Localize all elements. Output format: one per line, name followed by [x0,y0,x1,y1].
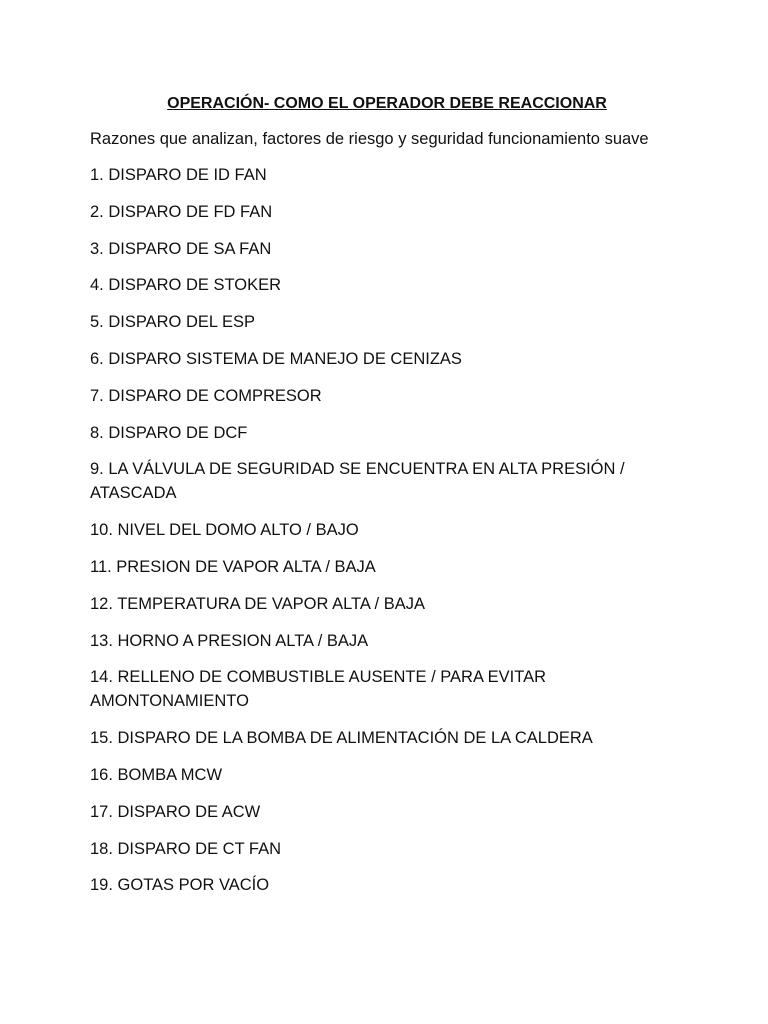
list-item: 15. DISPARO DE LA BOMBA DE ALIMENTACIÓN DE LA CALDERA [90,729,593,748]
list-item: 7. DISPARO DE COMPRESOR [90,386,322,405]
list-item: 9. LA VÁLVULA DE SEGURIDAD SE ENCUENTRA EN ALTA PRESIÓN / ATASCADA [90,460,625,503]
list-item: 11. PRESION DE VAPOR ALTA / BAJA [90,557,376,576]
list-item: 6. DISPARO SISTEMA DE MANEJO DE CENIZAS [90,349,462,368]
list-item: 12. TEMPERATURA DE VAPOR ALTA / BAJA [90,594,425,613]
item-list [90,163,680,897]
list-item: 2. DISPARO DE FD FAN [90,202,273,221]
document-title: OPERACIÓN- COMO EL OPERADOR DEBE REACCIONAR [167,95,607,112]
document-page [90,93,680,910]
list-item: 19. GOTAS POR VACÍO [90,876,270,895]
list-item: 14. RELLENO DE COMBUSTIBLE AUSENTE / PARA EVITAR AMONTONAMIENTO [90,668,547,711]
list-item: 1. DISPARO DE ID FAN [90,166,267,184]
list-item: 13. HORNO A PRESION ALTA / BAJA [90,631,369,650]
list-item: 5. DISPARO DEL ESP [90,313,256,332]
list-item: 4. DISPARO DE STOKER [90,276,282,295]
intro-paragraph: Razones que analizan, factores de riesgo y seguridad funcionamiento suave [90,130,649,148]
list-item: 10. NIVEL DEL DOMO ALTO / BAJO [90,521,359,540]
list-item: 8. DISPARO DE DCF [90,423,248,442]
list-item: 3. DISPARO DE SA FAN [90,239,272,258]
list-item: 17. DISPARO DE ACW [90,802,261,821]
list-item: 18. DISPARO DE CT FAN [90,839,282,858]
list-item: 16. BOMBA MCW [90,765,223,784]
